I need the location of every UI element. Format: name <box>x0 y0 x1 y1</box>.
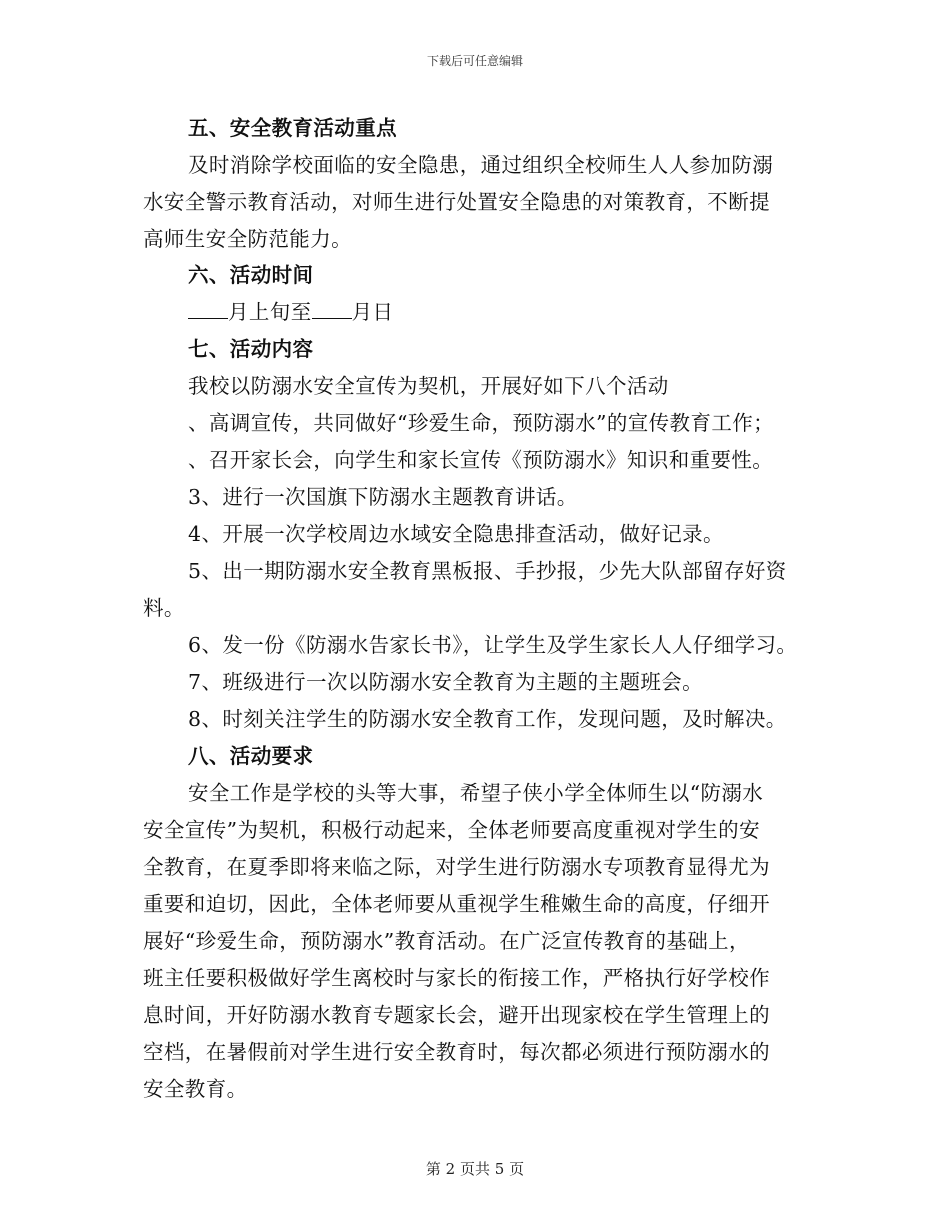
activity-list-item: 7、班级进行一次以防溺水安全教育为主题的主题班会。 <box>188 670 704 694</box>
section8-paragraph-line: 安全教育。 <box>143 1077 248 1101</box>
section5-paragraph-line: 水安全警示教育活动，对师生进行处置安全隐患的对策教育，不断提 <box>143 190 770 214</box>
section5-paragraph-line: 高师生安全防范能力。 <box>143 227 352 251</box>
activity-list-item: 6、发一份《防溺水告家长书》，让学生及学生家长人人仔细学习。 <box>188 633 798 657</box>
activity-list-item: 、召开家长会，向学生和家长宣传《预防溺水》知识和重要性。 <box>188 448 774 472</box>
activity-time-part2: 月日 <box>351 300 394 324</box>
section8-paragraph-line: 安全宣传”为契机，积极行动起来，全体老师要高度重视对学生的安 <box>143 818 760 842</box>
header-note: 下载后可任意编辑 <box>426 54 523 68</box>
section7-intro: 我校以防溺水安全宣传为契机，开展好如下八个活动 <box>188 374 669 398</box>
section8-paragraph-line: 安全工作是学校的头等大事，希望子侠小学全体师生以“防溺水 <box>188 781 764 805</box>
section8-paragraph-line: 班主任要积极做好学生离校时与家长的衔接工作，严格执行好学校作 <box>143 966 770 990</box>
section8-paragraph-line: 空档，在暑假前对学生进行安全教育时，每次都必须进行预防溺水的 <box>143 1040 770 1064</box>
section8-paragraph-line: 展好“珍爱生命，预防溺水”教育活动。在广泛宣传教育的基础上， <box>143 929 750 953</box>
activity-list-item: 5、出一期防溺水安全教育黑板报、手抄报，少先大队部留存好资 <box>188 559 787 583</box>
activity-time-part1: 月上旬至 <box>228 300 312 324</box>
section5-paragraph-line: 及时消除学校面临的安全隐患，通过组织全校师生人人参加防溺 <box>188 153 774 177</box>
activity-list-item: 3、进行一次国旗下防溺水主题教育讲话。 <box>188 485 578 509</box>
activity-list-item: 、高调宣传，共同做好“珍爱生命，预防溺水”的宣传教育工作； <box>188 411 775 435</box>
activity-list-item: 4、开展一次学校周边水域安全隐患排查活动，做好记录。 <box>188 522 724 546</box>
section8-paragraph-line: 重要和迫切，因此，全体老师要从重视学生稚嫩生命的高度，仔细开 <box>143 892 770 916</box>
section7-heading: 七、活动内容 <box>188 337 314 361</box>
activity-list-item: 料。 <box>143 596 185 620</box>
section8-heading: 八、活动要求 <box>188 744 314 768</box>
section8-paragraph-line: 息时间，开好防溺水教育专题家长会，避开出现家校在学生管理上的 <box>143 1003 770 1027</box>
date-blank <box>312 300 352 319</box>
section6-heading: 六、活动时间 <box>188 263 314 287</box>
date-blank <box>188 300 228 319</box>
activity-time <box>188 299 393 325</box>
page-number-footer: 第 2 页共 5 页 <box>425 1160 525 1178</box>
section5-heading: 五、安全教育活动重点 <box>188 116 397 140</box>
section8-paragraph-line: 全教育，在夏季即将来临之际，对学生进行防溺水专项教育显得尤为 <box>143 855 770 879</box>
activity-list-item: 8、时刻关注学生的防溺水安全教育工作，发现问题，及时解决。 <box>188 707 787 731</box>
